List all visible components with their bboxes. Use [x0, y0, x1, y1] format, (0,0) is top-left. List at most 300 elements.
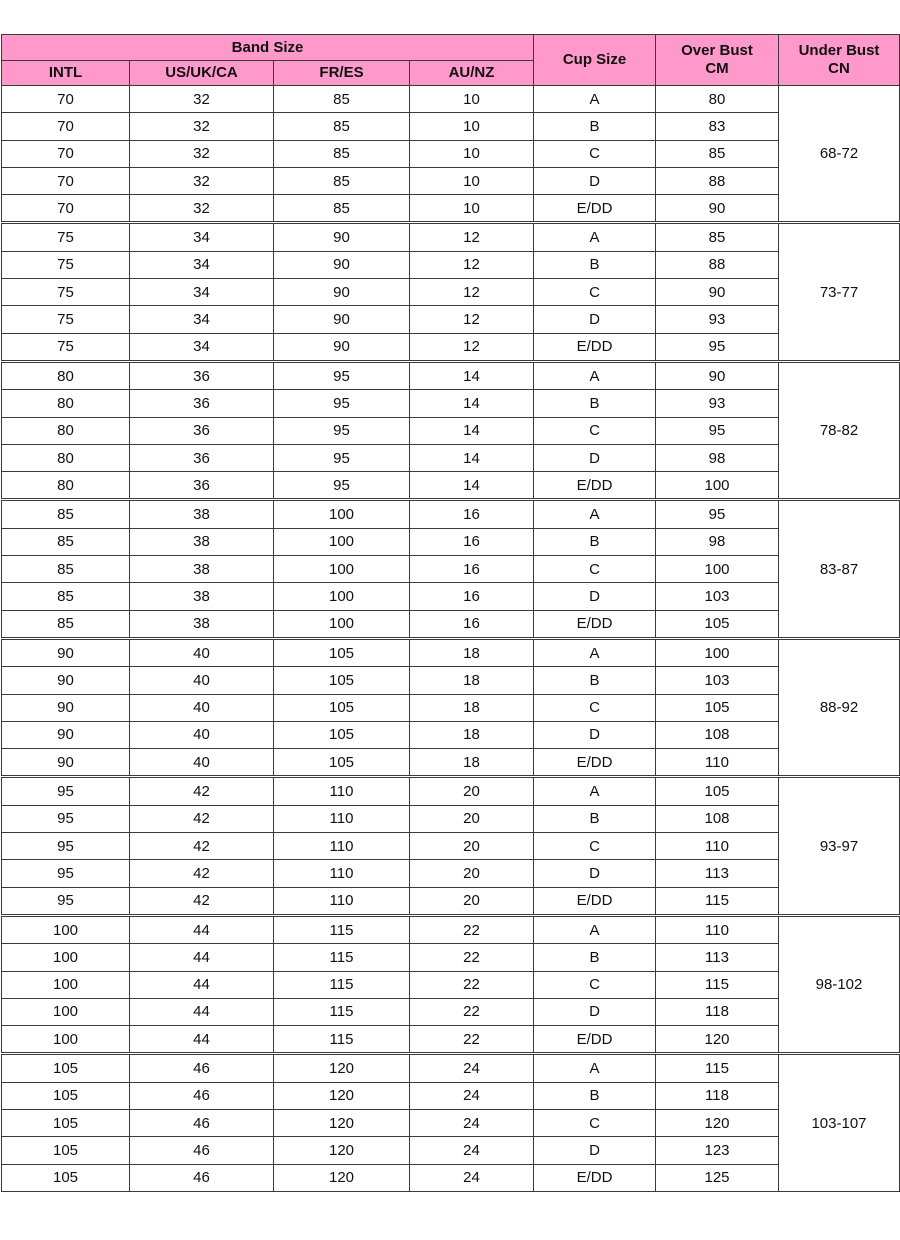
- intl-cell: 100: [2, 998, 130, 1025]
- fr-es-cell: 90: [274, 306, 410, 333]
- over-bust-cell: 105: [656, 777, 779, 805]
- fr-es-cell: 85: [274, 167, 410, 194]
- au-nz-cell: 20: [410, 805, 534, 832]
- over-bust-header-line1: Over Bust: [681, 42, 753, 59]
- fr-es-cell: 105: [274, 667, 410, 694]
- cup-size-cell: C: [534, 833, 656, 860]
- au-nz-cell: 10: [410, 140, 534, 167]
- intl-cell: 75: [2, 333, 130, 361]
- over-bust-cell: 93: [656, 390, 779, 417]
- intl-cell: 95: [2, 833, 130, 860]
- au-nz-cell: 14: [410, 361, 534, 389]
- intl-cell: 105: [2, 1054, 130, 1082]
- us-uk-ca-cell: 44: [130, 915, 274, 943]
- table-row: [2, 638, 900, 666]
- intl-cell: 105: [2, 1137, 130, 1164]
- us-uk-ca-cell: 44: [130, 1026, 274, 1054]
- over-bust-cell: 110: [656, 915, 779, 943]
- table-row: [2, 390, 900, 417]
- intl-cell: 80: [2, 417, 130, 444]
- fr-es-cell: 100: [274, 583, 410, 610]
- over-bust-cell: 100: [656, 472, 779, 500]
- cup-size-cell: A: [534, 915, 656, 943]
- cup-size-cell: E/DD: [534, 472, 656, 500]
- fr-es-cell: 95: [274, 361, 410, 389]
- table-row: [2, 1137, 900, 1164]
- intl-cell: 105: [2, 1164, 130, 1191]
- au-nz-cell: 24: [410, 1164, 534, 1191]
- table-row: [2, 86, 900, 113]
- us-uk-ca-cell: 40: [130, 749, 274, 777]
- fr-es-cell: 120: [274, 1109, 410, 1136]
- au-nz-cell: 12: [410, 306, 534, 333]
- fr-es-cell: 110: [274, 887, 410, 915]
- table-row: [2, 887, 900, 915]
- table-row: [2, 500, 900, 528]
- cup-size-header: Cup Size: [534, 35, 656, 86]
- over-bust-cell: 90: [656, 361, 779, 389]
- table-row: [2, 667, 900, 694]
- over-bust-cell: 113: [656, 944, 779, 971]
- au-nz-cell: 10: [410, 86, 534, 113]
- table-row: [2, 749, 900, 777]
- under-bust-cell: 73-77: [779, 223, 900, 361]
- intl-cell: 75: [2, 223, 130, 251]
- table-row: [2, 1026, 900, 1054]
- au-nz-cell: 24: [410, 1137, 534, 1164]
- over-bust-cell: 103: [656, 583, 779, 610]
- cup-size-cell: A: [534, 638, 656, 666]
- table-row: [2, 860, 900, 887]
- fr-es-cell: 90: [274, 251, 410, 278]
- table-row: [2, 721, 900, 748]
- intl-cell: 80: [2, 361, 130, 389]
- au-nz-cell: 10: [410, 167, 534, 194]
- au-nz-cell: 22: [410, 915, 534, 943]
- fr-es-cell: 85: [274, 86, 410, 113]
- fr-es-cell: 95: [274, 472, 410, 500]
- intl-cell: 105: [2, 1109, 130, 1136]
- table-row: [2, 583, 900, 610]
- au-nz-cell: 14: [410, 444, 534, 471]
- intl-cell: 75: [2, 279, 130, 306]
- over-bust-cell: 123: [656, 1137, 779, 1164]
- table-header: [2, 35, 900, 86]
- intl-cell: 105: [2, 1082, 130, 1109]
- over-bust-cell: 115: [656, 887, 779, 915]
- cup-size-cell: D: [534, 167, 656, 194]
- us-uk-ca-cell: 40: [130, 694, 274, 721]
- fr-es-cell: 120: [274, 1164, 410, 1191]
- table-row: [2, 610, 900, 638]
- over-bust-cell: 115: [656, 971, 779, 998]
- intl-cell: 100: [2, 1026, 130, 1054]
- cup-size-cell: D: [534, 998, 656, 1025]
- under-bust-cell: 68-72: [779, 86, 900, 223]
- table-row: [2, 1082, 900, 1109]
- cup-size-cell: B: [534, 805, 656, 832]
- au-nz-cell: 16: [410, 500, 534, 528]
- over-bust-cell: 118: [656, 998, 779, 1025]
- cup-size-cell: D: [534, 1137, 656, 1164]
- cup-size-cell: B: [534, 944, 656, 971]
- band-size-header: Band Size: [2, 35, 534, 61]
- fr-es-cell: 95: [274, 390, 410, 417]
- table-row: [2, 223, 900, 251]
- cup-size-cell: E/DD: [534, 610, 656, 638]
- us-uk-ca-cell: 46: [130, 1164, 274, 1191]
- us-uk-ca-cell: 38: [130, 556, 274, 583]
- under-bust-cell: 83-87: [779, 500, 900, 638]
- over-bust-cell: 95: [656, 417, 779, 444]
- us-uk-ca-cell: 42: [130, 833, 274, 860]
- us-uk-ca-cell: 32: [130, 86, 274, 113]
- fr-es-cell: 105: [274, 638, 410, 666]
- au-nz-cell: 20: [410, 887, 534, 915]
- us-uk-ca-cell: 38: [130, 528, 274, 555]
- au-nz-cell: 14: [410, 417, 534, 444]
- fr-es-cell: 95: [274, 444, 410, 471]
- over-bust-cell: 115: [656, 1054, 779, 1082]
- us-uk-ca-cell: 40: [130, 721, 274, 748]
- au-nz-cell: 16: [410, 556, 534, 583]
- table-row: [2, 556, 900, 583]
- fr-es-cell: 110: [274, 860, 410, 887]
- cup-size-cell: B: [534, 667, 656, 694]
- over-bust-cell: 93: [656, 306, 779, 333]
- table-row: [2, 1109, 900, 1136]
- us-uk-ca-cell: 34: [130, 333, 274, 361]
- fr-es-cell: 115: [274, 944, 410, 971]
- over-bust-cell: 85: [656, 140, 779, 167]
- over-bust-cell: 90: [656, 279, 779, 306]
- us-uk-ca-cell: 44: [130, 944, 274, 971]
- au-nz-cell: 10: [410, 113, 534, 140]
- fr-es-cell: 105: [274, 721, 410, 748]
- under-bust-header-line1: Under Bust: [798, 42, 880, 59]
- au-nz-cell: 18: [410, 694, 534, 721]
- fr-es-cell: 110: [274, 833, 410, 860]
- cup-size-cell: C: [534, 417, 656, 444]
- au-nz-cell: 18: [410, 749, 534, 777]
- us-uk-ca-cell: 32: [130, 140, 274, 167]
- au-nz-cell: 22: [410, 1026, 534, 1054]
- cup-size-cell: E/DD: [534, 1026, 656, 1054]
- intl-cell: 95: [2, 805, 130, 832]
- over-bust-cell: 113: [656, 860, 779, 887]
- intl-cell: 75: [2, 251, 130, 278]
- table-row: [2, 195, 900, 223]
- over-bust-cell: 85: [656, 223, 779, 251]
- cup-size-cell: E/DD: [534, 887, 656, 915]
- under-bust-cell: 93-97: [779, 777, 900, 915]
- intl-cell: 100: [2, 915, 130, 943]
- au-nz-cell: 18: [410, 721, 534, 748]
- au-nz-cell: 18: [410, 667, 534, 694]
- over-bust-cell: 105: [656, 610, 779, 638]
- us-uk-ca-cell: 32: [130, 113, 274, 140]
- cup-size-cell: D: [534, 583, 656, 610]
- under-bust-header-line2: CN: [828, 60, 850, 77]
- us-uk-ca-header: US/UK/CA: [130, 61, 274, 86]
- au-nz-cell: 12: [410, 333, 534, 361]
- fr-es-cell: 85: [274, 113, 410, 140]
- us-uk-ca-cell: 36: [130, 472, 274, 500]
- us-uk-ca-cell: 46: [130, 1137, 274, 1164]
- over-bust-cell: 120: [656, 1026, 779, 1054]
- over-bust-cell: 110: [656, 833, 779, 860]
- intl-cell: 85: [2, 583, 130, 610]
- over-bust-cell: 95: [656, 500, 779, 528]
- under-bust-header: [779, 35, 900, 86]
- table-row: [2, 113, 900, 140]
- over-bust-cell: 88: [656, 251, 779, 278]
- size-chart-table: [1, 34, 900, 1192]
- au-nz-cell: 22: [410, 944, 534, 971]
- fr-es-cell: 120: [274, 1137, 410, 1164]
- au-nz-cell: 24: [410, 1109, 534, 1136]
- over-bust-cell: 118: [656, 1082, 779, 1109]
- fr-es-cell: 85: [274, 195, 410, 223]
- au-nz-cell: 16: [410, 528, 534, 555]
- over-bust-cell: 103: [656, 667, 779, 694]
- fr-es-cell: 90: [274, 223, 410, 251]
- fr-es-cell: 100: [274, 500, 410, 528]
- fr-es-cell: 110: [274, 805, 410, 832]
- intl-cell: 70: [2, 140, 130, 167]
- intl-header: INTL: [2, 61, 130, 86]
- table-row: [2, 167, 900, 194]
- over-bust-cell: 108: [656, 805, 779, 832]
- table-row: [2, 251, 900, 278]
- over-bust-cell: 83: [656, 113, 779, 140]
- fr-es-cell: 120: [274, 1082, 410, 1109]
- table-row: [2, 915, 900, 943]
- au-nz-cell: 22: [410, 998, 534, 1025]
- over-bust-header-line2: CM: [705, 60, 729, 77]
- cup-size-cell: B: [534, 390, 656, 417]
- fr-es-cell: 115: [274, 998, 410, 1025]
- us-uk-ca-cell: 42: [130, 777, 274, 805]
- table-row: [2, 777, 900, 805]
- fr-es-cell: 115: [274, 915, 410, 943]
- intl-cell: 70: [2, 195, 130, 223]
- intl-cell: 75: [2, 306, 130, 333]
- us-uk-ca-cell: 34: [130, 223, 274, 251]
- fr-es-cell: 90: [274, 333, 410, 361]
- us-uk-ca-cell: 32: [130, 167, 274, 194]
- au-nz-cell: 24: [410, 1054, 534, 1082]
- au-nz-cell: 20: [410, 860, 534, 887]
- cup-size-cell: A: [534, 500, 656, 528]
- au-nz-cell: 14: [410, 472, 534, 500]
- fr-es-cell: 100: [274, 610, 410, 638]
- fr-es-cell: 105: [274, 694, 410, 721]
- over-bust-cell: 120: [656, 1109, 779, 1136]
- us-uk-ca-cell: 38: [130, 500, 274, 528]
- au-nz-header: AU/NZ: [410, 61, 534, 86]
- over-bust-cell: 95: [656, 333, 779, 361]
- cup-size-cell: B: [534, 1082, 656, 1109]
- fr-es-cell: 105: [274, 749, 410, 777]
- fr-es-cell: 95: [274, 417, 410, 444]
- table-row: [2, 444, 900, 471]
- table-row: [2, 971, 900, 998]
- intl-cell: 70: [2, 86, 130, 113]
- us-uk-ca-cell: 34: [130, 279, 274, 306]
- us-uk-ca-cell: 46: [130, 1109, 274, 1136]
- us-uk-ca-cell: 40: [130, 667, 274, 694]
- us-uk-ca-cell: 36: [130, 444, 274, 471]
- table-row: [2, 805, 900, 832]
- over-bust-header: [656, 35, 779, 86]
- over-bust-cell: 105: [656, 694, 779, 721]
- fr-es-header: FR/ES: [274, 61, 410, 86]
- fr-es-cell: 115: [274, 1026, 410, 1054]
- intl-cell: 85: [2, 500, 130, 528]
- au-nz-cell: 20: [410, 833, 534, 860]
- au-nz-cell: 10: [410, 195, 534, 223]
- cup-size-cell: A: [534, 223, 656, 251]
- intl-cell: 95: [2, 860, 130, 887]
- us-uk-ca-cell: 32: [130, 195, 274, 223]
- fr-es-cell: 120: [274, 1054, 410, 1082]
- cup-size-cell: C: [534, 556, 656, 583]
- over-bust-cell: 88: [656, 167, 779, 194]
- cup-size-cell: E/DD: [534, 1164, 656, 1191]
- over-bust-cell: 100: [656, 556, 779, 583]
- intl-cell: 80: [2, 390, 130, 417]
- table-row: [2, 279, 900, 306]
- cup-size-cell: E/DD: [534, 195, 656, 223]
- intl-cell: 100: [2, 944, 130, 971]
- us-uk-ca-cell: 34: [130, 251, 274, 278]
- intl-cell: 90: [2, 749, 130, 777]
- fr-es-cell: 115: [274, 971, 410, 998]
- cup-size-cell: B: [534, 113, 656, 140]
- fr-es-cell: 110: [274, 777, 410, 805]
- table-row: [2, 944, 900, 971]
- table-row: [2, 833, 900, 860]
- cup-size-cell: C: [534, 140, 656, 167]
- intl-cell: 80: [2, 472, 130, 500]
- au-nz-cell: 16: [410, 583, 534, 610]
- intl-cell: 90: [2, 721, 130, 748]
- intl-cell: 90: [2, 694, 130, 721]
- table-row: [2, 306, 900, 333]
- over-bust-cell: 108: [656, 721, 779, 748]
- cup-size-cell: B: [534, 528, 656, 555]
- table-row: [2, 417, 900, 444]
- cup-size-cell: A: [534, 777, 656, 805]
- intl-cell: 85: [2, 610, 130, 638]
- table-row: [2, 694, 900, 721]
- cup-size-cell: A: [534, 361, 656, 389]
- under-bust-cell: 88-92: [779, 638, 900, 776]
- cup-size-cell: C: [534, 971, 656, 998]
- over-bust-cell: 110: [656, 749, 779, 777]
- cup-size-cell: D: [534, 860, 656, 887]
- over-bust-cell: 100: [656, 638, 779, 666]
- cup-size-cell: B: [534, 251, 656, 278]
- table-row: [2, 998, 900, 1025]
- intl-cell: 95: [2, 777, 130, 805]
- us-uk-ca-cell: 46: [130, 1054, 274, 1082]
- cup-size-cell: A: [534, 86, 656, 113]
- table-row: [2, 528, 900, 555]
- us-uk-ca-cell: 36: [130, 417, 274, 444]
- cup-size-cell: C: [534, 279, 656, 306]
- fr-es-cell: 100: [274, 556, 410, 583]
- intl-cell: 70: [2, 167, 130, 194]
- cup-size-cell: C: [534, 1109, 656, 1136]
- over-bust-cell: 98: [656, 528, 779, 555]
- under-bust-cell: 103-107: [779, 1054, 900, 1191]
- intl-cell: 85: [2, 528, 130, 555]
- us-uk-ca-cell: 38: [130, 610, 274, 638]
- us-uk-ca-cell: 42: [130, 860, 274, 887]
- intl-cell: 90: [2, 638, 130, 666]
- us-uk-ca-cell: 44: [130, 971, 274, 998]
- cup-size-cell: D: [534, 306, 656, 333]
- table-row: [2, 472, 900, 500]
- table-body: [2, 86, 900, 1192]
- table-row: [2, 333, 900, 361]
- au-nz-cell: 20: [410, 777, 534, 805]
- au-nz-cell: 22: [410, 971, 534, 998]
- table-row: [2, 140, 900, 167]
- fr-es-cell: 85: [274, 140, 410, 167]
- au-nz-cell: 16: [410, 610, 534, 638]
- us-uk-ca-cell: 38: [130, 583, 274, 610]
- intl-cell: 100: [2, 971, 130, 998]
- intl-cell: 70: [2, 113, 130, 140]
- us-uk-ca-cell: 42: [130, 887, 274, 915]
- cup-size-cell: D: [534, 444, 656, 471]
- cup-size-cell: C: [534, 694, 656, 721]
- table-row: [2, 1054, 900, 1082]
- cup-size-cell: E/DD: [534, 749, 656, 777]
- cup-size-cell: A: [534, 1054, 656, 1082]
- over-bust-cell: 80: [656, 86, 779, 113]
- au-nz-cell: 12: [410, 251, 534, 278]
- au-nz-cell: 12: [410, 223, 534, 251]
- intl-cell: 90: [2, 667, 130, 694]
- over-bust-cell: 90: [656, 195, 779, 223]
- us-uk-ca-cell: 46: [130, 1082, 274, 1109]
- us-uk-ca-cell: 40: [130, 638, 274, 666]
- us-uk-ca-cell: 42: [130, 805, 274, 832]
- intl-cell: 80: [2, 444, 130, 471]
- under-bust-cell: 98-102: [779, 915, 900, 1053]
- under-bust-cell: 78-82: [779, 361, 900, 499]
- us-uk-ca-cell: 36: [130, 361, 274, 389]
- us-uk-ca-cell: 44: [130, 998, 274, 1025]
- over-bust-cell: 125: [656, 1164, 779, 1191]
- cup-size-cell: E/DD: [534, 333, 656, 361]
- au-nz-cell: 14: [410, 390, 534, 417]
- us-uk-ca-cell: 36: [130, 390, 274, 417]
- intl-cell: 95: [2, 887, 130, 915]
- table-row: [2, 1164, 900, 1191]
- au-nz-cell: 18: [410, 638, 534, 666]
- table-row: [2, 361, 900, 389]
- au-nz-cell: 12: [410, 279, 534, 306]
- fr-es-cell: 90: [274, 279, 410, 306]
- intl-cell: 85: [2, 556, 130, 583]
- over-bust-cell: 98: [656, 444, 779, 471]
- au-nz-cell: 24: [410, 1082, 534, 1109]
